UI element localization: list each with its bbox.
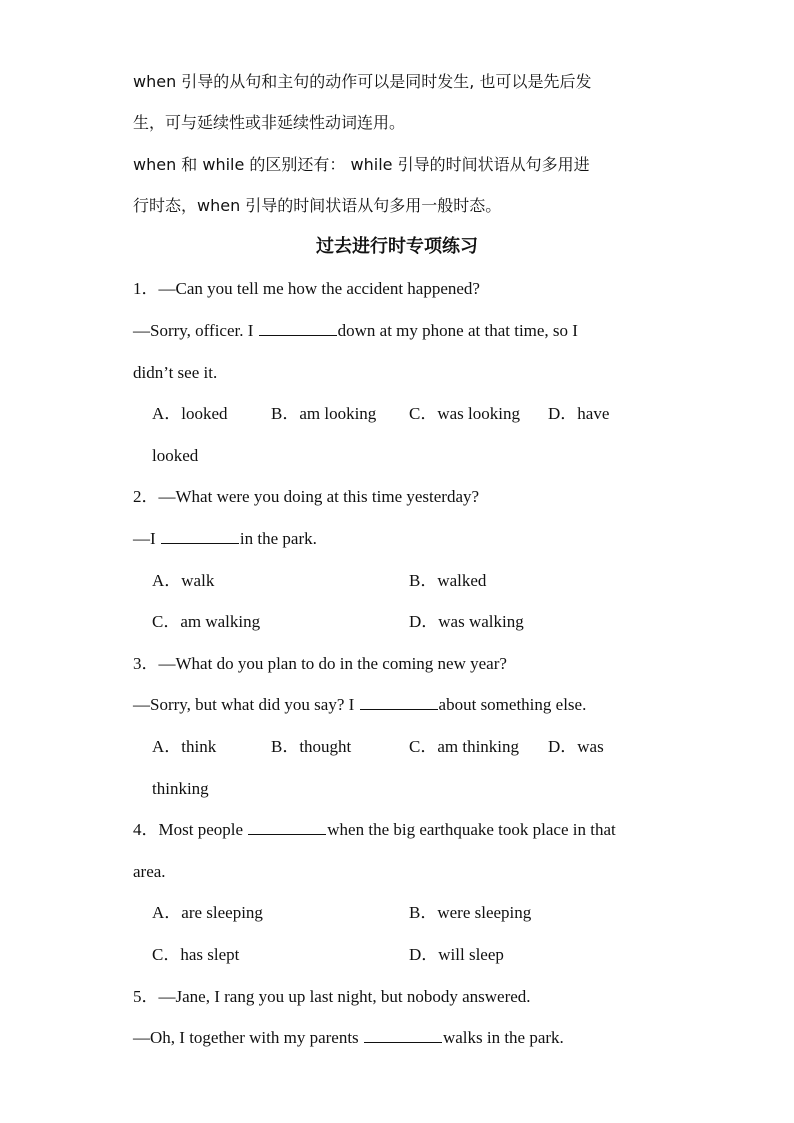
option-a: A．think [152, 737, 217, 756]
option-c: C．am thinking [409, 737, 520, 756]
question-3-response-pre: —Sorry, but what did you say? I [133, 695, 359, 714]
section-title: 过去进行时专项练习 [316, 236, 478, 257]
answer-blank [259, 321, 337, 336]
answer-blank [360, 695, 438, 710]
note-line-2: 生，可与延续性或非延续性动词连用。 [133, 113, 406, 132]
question-4-prompt [133, 819, 616, 841]
question-2-response-post: in the park. [239, 529, 317, 548]
question-2-prompt: 2．—What were you doing at this time yesterday? [133, 487, 480, 506]
note-line-3: when 和 while 的区别还有： while 引导的时间状语从句多用进 [133, 155, 590, 174]
option-d: D．have [548, 404, 610, 423]
question-3-option-wrap: thinking [152, 779, 209, 798]
option-b: B．were sleeping [409, 903, 532, 922]
question-3-response [133, 694, 586, 716]
question-4-prompt-cont: area. [133, 862, 166, 881]
option-c: C．am walking [152, 612, 261, 631]
answer-blank [161, 529, 239, 544]
question-2-response [133, 528, 317, 550]
question-4-prompt-post: when the big earthquake took place in that [327, 820, 616, 839]
answer-blank [364, 1028, 442, 1043]
question-1-response-cont: didn’t see it. [133, 363, 218, 382]
question-4-prompt-pre: 4．Most people [133, 820, 248, 839]
option-c: C．was looking [409, 404, 520, 423]
question-5-response-post: walks in the park. [442, 1028, 564, 1047]
option-d: D．was [548, 737, 604, 756]
option-a: A．are sleeping [152, 903, 263, 922]
option-a: A．walk [152, 571, 215, 590]
question-1-prompt: 1．—Can you tell me how the accident happened? [133, 279, 480, 298]
option-d: D．will sleep [409, 945, 504, 964]
question-1-response-post: down at my phone at that time, so I [337, 321, 578, 340]
question-3-prompt: 3．—What do you plan to do in the coming new year? [133, 654, 507, 673]
note-line-1: when 引导的从句和主句的动作可以是同时发生, 也可以是先后发 [133, 72, 592, 91]
option-c: C．has slept [152, 945, 240, 964]
option-a: A．looked [152, 404, 228, 423]
option-d: D．was walking [409, 612, 524, 631]
question-1-option-wrap: looked [152, 446, 199, 465]
question-5-response-pre: —Oh, I together with my parents [133, 1028, 363, 1047]
note-line-4: 行时态，when 引导的时间状语从句多用一般时态。 [133, 196, 502, 215]
question-2-response-pre: —I [133, 529, 160, 548]
option-b: B．am looking [271, 404, 377, 423]
question-3-response-post: about something else. [438, 695, 587, 714]
question-1-response [133, 320, 578, 342]
option-b: B．walked [409, 571, 487, 590]
question-5-response [133, 1027, 564, 1049]
question-5-prompt: 5．—Jane, I rang you up last night, but nobody answered. [133, 987, 531, 1006]
question-1-response-pre: —Sorry, officer. I [133, 321, 258, 340]
answer-blank [248, 820, 326, 835]
option-b: B．thought [271, 737, 352, 756]
